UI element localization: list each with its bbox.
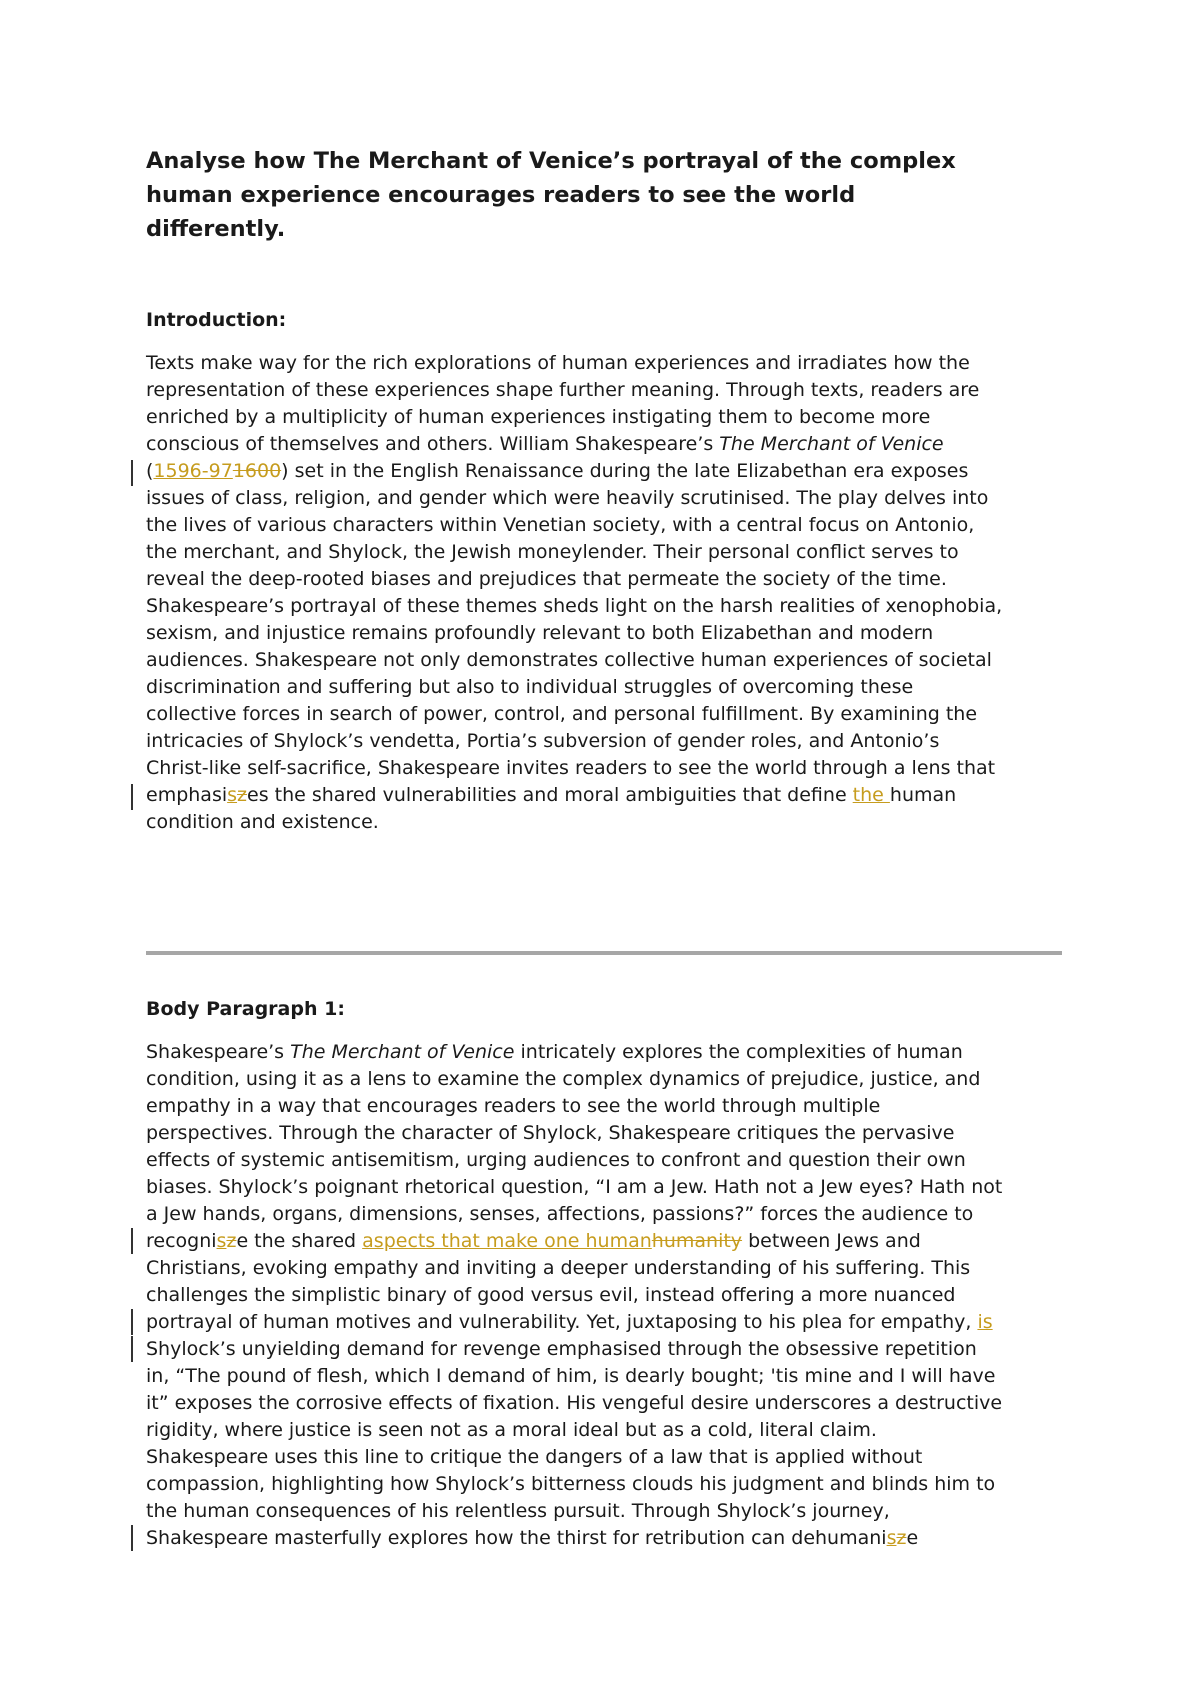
text-run: collective forces in search of power, control, and personal fulfillment. By examining the — [146, 703, 978, 725]
text-run: compassion, highlighting how Shylock’s bitterness clouds his judgment and blinds him to — [146, 1473, 996, 1495]
text-run: challenges the simplistic binary of good versus evil, instead offering a more nuanced — [146, 1284, 956, 1306]
text-line — [146, 1471, 1086, 1498]
text-line — [146, 728, 1086, 755]
text-line — [146, 1039, 1086, 1066]
text-line — [146, 512, 1086, 539]
text-run: recogni — [146, 1230, 217, 1252]
text-line — [146, 593, 1086, 620]
text-line — [146, 782, 1086, 809]
text-line — [146, 1201, 1086, 1228]
text-run: empathy in a way that encourages readers to see the world through multiple — [146, 1095, 881, 1117]
text-run: representation of these experiences shape further meaning. Through texts, readers are — [146, 379, 980, 401]
text-line — [146, 647, 1086, 674]
text-run: rigidity, where justice is seen not as a moral ideal but as a cold, literal claim. — [146, 1419, 877, 1441]
text-line — [146, 809, 1086, 836]
text-line — [146, 566, 1086, 593]
text-line — [146, 458, 1086, 485]
text-run: human — [889, 784, 957, 806]
change-bar — [131, 1309, 133, 1335]
text-run: it” exposes the corrosive effects of fixation. His vengeful desire underscores a destructive — [146, 1392, 1003, 1414]
text-line — [146, 1525, 1086, 1552]
tracked-insertion: is — [977, 1311, 993, 1333]
tracked-deletion: humanity — [651, 1230, 743, 1252]
text-run: conscious of themselves and others. William Shakespeare’s — [146, 433, 720, 455]
tracked-deletion: z — [896, 1527, 907, 1549]
italic-title-text: The Merchant of Venice — [719, 433, 944, 455]
text-run: issues of class, religion, and gender which were heavily scrutinised. The play delves into — [146, 487, 989, 509]
text-run: between Jews and — [742, 1230, 921, 1252]
title-line: Analyse how The Merchant of Venice’s portrayal of the complex — [146, 148, 956, 174]
text-run: Texts make way for the rich explorations of human experiences and irradiates how the — [146, 352, 970, 374]
italic-title-text: The Merchant of Venice — [290, 1041, 515, 1063]
text-run: condition and existence. — [146, 811, 379, 833]
text-run: a Jew hands, organs, dimensions, senses, affections, passions?” forces the audience to — [146, 1203, 974, 1225]
text-run: Shylock’s unyielding demand for revenge emphasised through the obsessive repetition — [146, 1338, 977, 1360]
tracked-insertion: the — [852, 784, 890, 806]
text-line — [146, 404, 1086, 431]
text-run: discrimination and suffering but also to individual struggles of overcoming these — [146, 676, 914, 698]
text-line — [146, 1255, 1086, 1282]
text-run: the merchant, and Shylock, the Jewish moneylender. Their personal conflict serves to — [146, 541, 959, 563]
text-run: intricately explores the complexities of human — [514, 1041, 963, 1063]
text-run: reveal the deep-rooted biases and prejudices that permeate the society of the time. — [146, 568, 947, 590]
text-run: e the shared — [236, 1230, 363, 1252]
text-line — [146, 539, 1086, 566]
text-run: the lives of various characters within Venetian society, with a central focus on Antonio, — [146, 514, 975, 536]
text-run: Shakespeare masterfully explores how the thirst for retribution can dehumani — [146, 1527, 887, 1549]
tracked-deletion: z — [237, 784, 248, 806]
body-paragraph-1 — [146, 1039, 1086, 1552]
tracked-insertion: aspects that make one human — [362, 1230, 652, 1252]
text-run: Shakespeare’s portrayal of these themes sheds light on the harsh realities of xenophobia, — [146, 595, 1003, 617]
text-run: the human consequences of his relentless pursuit. Through Shylock’s journey, — [146, 1500, 890, 1522]
change-bar — [131, 784, 133, 810]
text-line — [146, 431, 1086, 458]
text-line — [146, 485, 1086, 512]
text-run: in, “The pound of flesh, which I demand of him, is dearly bought; 'tis mine and I will have — [146, 1365, 996, 1387]
text-run: condition, using it as a lens to examine the complex dynamics of prejudice, justice, and — [146, 1068, 981, 1090]
text-run: emphasi — [146, 784, 228, 806]
text-line — [146, 1228, 1086, 1255]
text-line — [146, 1147, 1086, 1174]
text-line — [146, 1444, 1086, 1471]
tracked-insertion: s — [886, 1527, 897, 1549]
text-run: Shakespeare’s — [146, 1041, 291, 1063]
text-run: es the shared vulnerabilities and moral ambiguities that define — [247, 784, 853, 806]
text-run: ) set in the English Renaissance during the late Elizabethan era exposes — [281, 460, 969, 482]
text-line — [146, 377, 1086, 404]
change-bar — [131, 460, 133, 486]
text-line — [146, 701, 1086, 728]
text-line — [146, 1417, 1086, 1444]
tracked-insertion: 1596-97 — [153, 460, 233, 482]
text-run: portrayal of human motives and vulnerability. Yet, juxtaposing to his plea for empathy, — [146, 1311, 978, 1333]
text-run: ( — [146, 460, 154, 482]
text-line — [146, 1066, 1086, 1093]
introduction-paragraph — [146, 350, 1086, 836]
text-line — [146, 674, 1086, 701]
tracked-insertion: s — [216, 1230, 227, 1252]
essay-title — [146, 144, 1066, 246]
body-paragraph-1-heading: Body Paragraph 1: — [146, 998, 345, 1020]
text-run: intricacies of Shylock’s vendetta, Portia’s subversion of gender roles, and Antonio’s — [146, 730, 940, 752]
text-line — [146, 755, 1086, 782]
change-bar — [131, 1336, 133, 1362]
text-run: perspectives. Through the character of Shylock, Shakespeare critiques the pervasive — [146, 1122, 955, 1144]
text-line — [146, 1309, 1086, 1336]
change-bar — [131, 1228, 133, 1254]
text-run: Shakespeare uses this line to critique the dangers of a law that is applied without — [146, 1446, 923, 1468]
title-line: human experience encourages readers to see the world — [146, 182, 856, 208]
text-line — [146, 1174, 1086, 1201]
text-line — [146, 1390, 1086, 1417]
text-line — [146, 350, 1086, 377]
text-run: effects of systemic antisemitism, urging audiences to confront and question their own — [146, 1149, 966, 1171]
text-line — [146, 1093, 1086, 1120]
text-run: e — [906, 1527, 919, 1549]
text-run: audiences. Shakespeare not only demonstrates collective human experiences of societal — [146, 649, 992, 671]
text-line — [146, 1336, 1086, 1363]
text-line — [146, 1120, 1086, 1147]
change-bar — [131, 1525, 133, 1551]
tracked-deletion: z — [226, 1230, 237, 1252]
text-run: Christians, evoking empathy and inviting a deeper understanding of his suffering. This — [146, 1257, 971, 1279]
horizontal-rule — [146, 951, 1062, 955]
text-run: enriched by a multiplicity of human experiences instigating them to become more — [146, 406, 931, 428]
text-line — [146, 620, 1086, 647]
tracked-insertion: s — [227, 784, 238, 806]
text-line — [146, 1363, 1086, 1390]
text-run: sexism, and injustice remains profoundly relevant to both Elizabethan and modern — [146, 622, 934, 644]
tracked-deletion: 1600 — [232, 460, 282, 482]
text-line — [146, 1498, 1086, 1525]
introduction-heading: Introduction: — [146, 309, 287, 331]
title-line: differently. — [146, 216, 286, 242]
text-line — [146, 1282, 1086, 1309]
text-run: Christ-like self-sacrifice, Shakespeare invites readers to see the world through a lens that — [146, 757, 996, 779]
text-run: biases. Shylock’s poignant rhetorical question, “I am a Jew. Hath not a Jew eyes? Hath not — [146, 1176, 1003, 1198]
